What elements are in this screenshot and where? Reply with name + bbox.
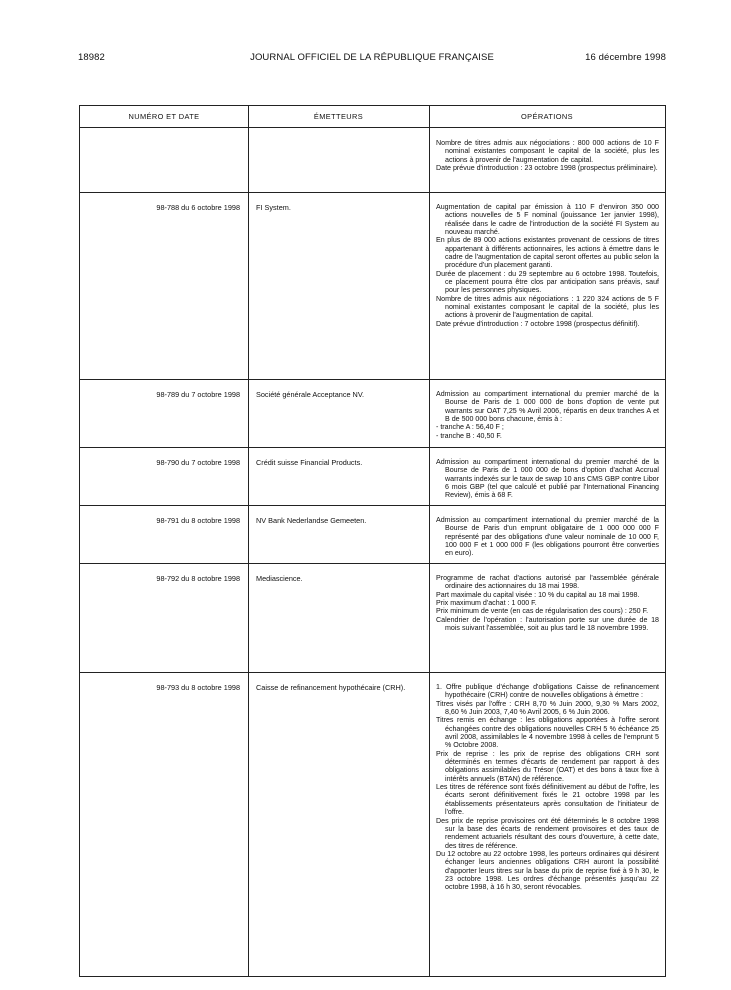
operations-paragraph: Nombre de titres admis aux négociations : 1 220 324 actions de 5 F nominal existantes composant le capital de la société, plus les actions à provenir de l'augmentation de capital.	[436, 294, 659, 320]
operations-paragraph: Date prévue d'introduction : 23 octobre 1998 (prospectus préliminaire).	[436, 164, 658, 173]
operations-cell	[436, 516, 659, 558]
table-header	[80, 106, 665, 128]
tranche-item: - tranche B : 40,50 F.	[436, 431, 502, 440]
operations-cell	[436, 574, 659, 632]
page-number: 18982	[78, 52, 105, 63]
operations-cell	[436, 203, 659, 328]
operations-paragraph: Prix de reprise : les prix de reprise des obligations CRH sont déterminés en termes d'écarts de rendement par rapport à des obligations assimilables du Trésor (OAT) et des bons à taux fixe à intérêts annuels (BTAN) de référence.	[436, 749, 659, 783]
operations-paragraph: Date prévue d'introduction : 7 octobre 1998 (prospectus définitif).	[436, 319, 640, 328]
operations-paragraph: Admission au compartiment international du premier marché de la Bourse de Paris d'un emprunt obligataire de 1 000 000 000 F représenté par des obligations d'une valeur nominale de 10 000 F, 100 000 F et 1 000 000 F (les obligations pourront être converties en euro).	[436, 516, 659, 558]
emetteur-cell: NV Bank Nederlandse Gemeeten.	[256, 516, 367, 525]
table-row	[80, 673, 665, 976]
operations-paragraph: Programme de rachat d'actions autorisé par l'assemblée générale ordinaire des actionnaires du 18 mai 1998.	[436, 574, 659, 591]
operations-paragraph: Prix maximum d'achat : 1 000 F.	[436, 599, 537, 608]
tranche-item: - tranche A : 56,40 F ;	[436, 423, 504, 432]
column-header-operations: OPÉRATIONS	[521, 112, 573, 121]
numero-cell: 98-793 du 8 octobre 1998	[156, 683, 240, 692]
emetteur-cell: Mediascience.	[256, 574, 303, 583]
operations-paragraph: Titres visés par l'offre : CRH 8,70 % Juin 2000, 9,30 % Mars 2002, 8,60 % Juin 2003, 7,40 % Avril 2005, 6 % Juin 2006.	[436, 699, 659, 717]
numero-cell: 98-789 du 7 octobre 1998	[156, 390, 240, 399]
operations-paragraph: Nombre de titres admis aux négociations : 800 000 actions de 10 F nominal existantes composant le capital de la société, plus les actions à provenir de l'augmentation de capital.	[436, 139, 659, 164]
table-row	[80, 448, 665, 506]
numero-cell: 98-792 du 8 octobre 1998	[156, 574, 240, 583]
numero-cell: 98-788 du 6 octobre 1998	[156, 203, 240, 212]
emetteur-cell: Société générale Acceptance NV.	[256, 390, 365, 399]
operations-paragraph: Des prix de reprise provisoires ont été déterminés le 8 octobre 1998 sur la base des écarts de rendement provisoires et des taux de rendement actuariels résultant des cours d'ouverture, à cette date, des titres de référence.	[436, 816, 659, 850]
operations-paragraph: 1. Offre publique d'échange d'obligations Caisse de refinancement hypothécaire (CRH) contre de nouvelles obligations à émettre :	[436, 683, 659, 700]
operations-paragraph: Durée de placement : du 29 septembre au 6 octobre 1998. Toutefois, ce placement pourra être clos par anticipation sans préavis, sauf pour les personnes physiques.	[436, 269, 659, 295]
operations-paragraph: Part maximale du capital visée : 10 % du capital au 18 mai 1998.	[436, 590, 640, 599]
operations-paragraph: Admission au compartiment international du premier marché de la Bourse de Paris de 1 000 000 de bons d'option d'achat Accrual warrants indexés sur le taux de swap 10 ans CMS GBP contre Libor 6 mois GBP (tel que calculé et publié par l'International Financing Review), émis à 68 F.	[436, 458, 659, 500]
operations-paragraph: Prix minimum de vente (en cas de régularisation des cours) : 250 F.	[436, 607, 649, 616]
issue-date: 16 décembre 1998	[585, 52, 666, 63]
journal-title: JOURNAL OFFICIEL DE LA RÉPUBLIQUE FRANÇAISE	[250, 52, 494, 63]
operations-paragraph: Augmentation de capital par émission à 110 F d'environ 350 000 actions nouvelles de 5 F nominal (jouissance 1er janvier 1998), réalisée dans le cadre de l'introduction de la société FI System au nouveau marché.	[436, 203, 659, 237]
emetteur-cell: Crédit suisse Financial Products.	[256, 458, 363, 467]
operations-cell	[436, 139, 659, 172]
column-header-numero: NUMÉRO ET DATE	[128, 112, 200, 121]
emetteur-cell: FI System.	[256, 203, 291, 212]
numero-cell: 98-791 du 8 octobre 1998	[156, 516, 240, 525]
table-row	[80, 193, 665, 380]
operations-paragraph: Les titres de référence sont fixés définitivement au début de l'offre, les écarts seront définitivement fixés le 21 octobre 1998 par les établissements présentateurs après consultation de l'initiateur de l'offre.	[436, 783, 659, 817]
column-header-emetteurs: ÉMETTEURS	[313, 112, 364, 121]
table-row	[80, 564, 665, 673]
table-row	[80, 127, 665, 193]
operations-paragraph: En plus de 89 000 actions existantes provenant de cessions de titres appartenant à différents actionnaires, les actions à émettre dans le cadre de l'augmentation de capital seront offertes au public selon la procédure d'un placement garanti.	[436, 236, 659, 270]
operations-cell	[436, 390, 659, 440]
operations-paragraph: Admission au compartiment international du premier marché de la Bourse de Paris de 1 000 000 de bons d'option de vente put warrants sur OAT 7,25 % Avril 2006, répartis en deux tranches A et B de 500 000 bons chacune, émis à :	[436, 390, 659, 424]
numero-cell: 98-790 du 7 octobre 1998	[156, 458, 240, 467]
operations-paragraph: Calendrier de l'opération : l'autorisation porte sur une durée de 18 mois suivant l'assemblée, soit au plus tard le 18 novembre 1999.	[436, 615, 659, 633]
page-header	[78, 52, 666, 68]
operations-cell	[436, 683, 659, 892]
operations-cell	[436, 458, 659, 500]
table-row	[80, 380, 665, 448]
operations-paragraph: Du 12 octobre au 22 octobre 1998, les porteurs ordinaires qui désirent échanger leurs anciennes obligations CRH auront la possibilité d'apporter leurs titres sur la base du prix de reprise fixé à 9 h 30, le 23 octobre 1998. Les ordres d'échange présentés jusqu'au 22 octobre 1998, à 16 h 30, seront révocables.	[436, 849, 659, 892]
operations-paragraph: Titres remis en échange : les obligations apportées à l'offre seront échangées contre des obligations nouvelles CRH 5 % échéance 25 avril 2008, assimilables le 4 novembre 1998 à celles de l'emprunt 5 % Octobre 2008.	[436, 716, 659, 750]
table-row	[80, 506, 665, 564]
operations-table	[79, 105, 666, 977]
emetteur-cell: Caisse de refinancement hypothécaire (CRH).	[256, 683, 406, 692]
